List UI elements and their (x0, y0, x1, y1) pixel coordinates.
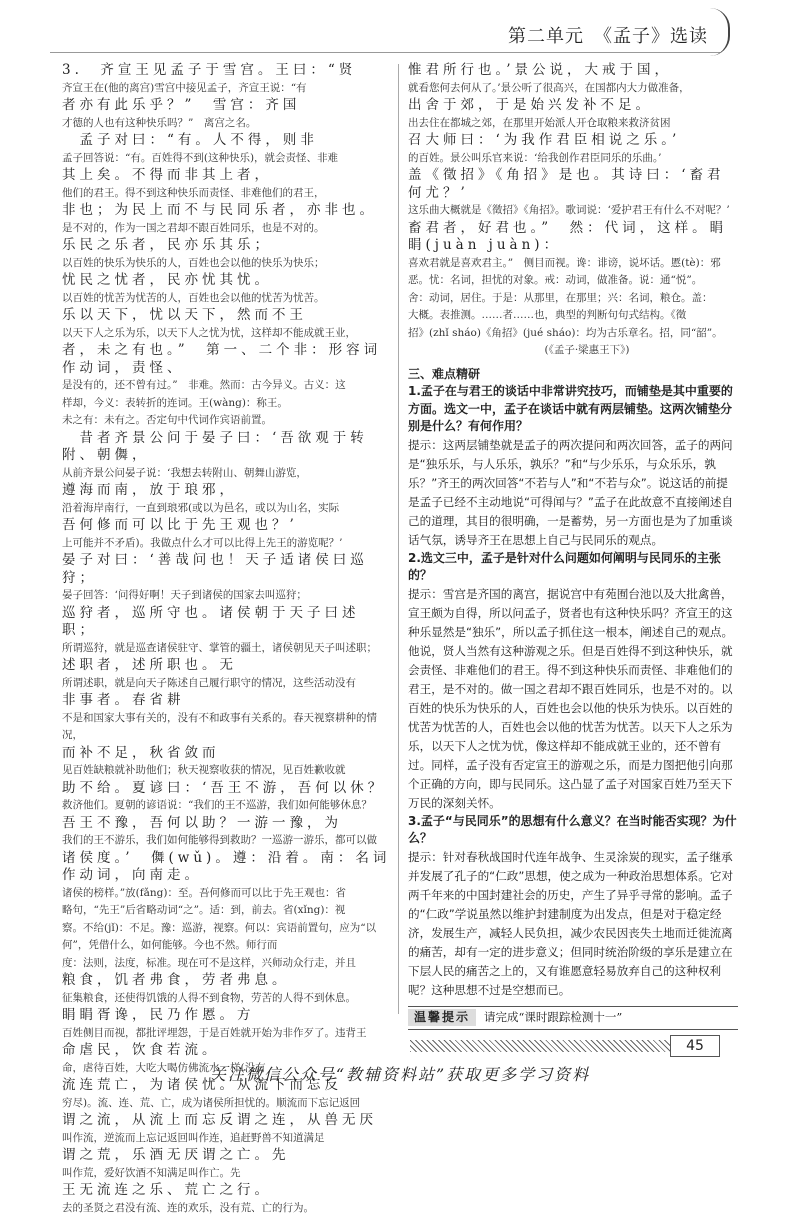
answer-text: 提示：雪宫是齐国的离宫，据说宫中有苑囿台池以及大批禽兽，宣王颇为自得，所以问孟子，贤者也有这种快乐吗？齐宣王的这种乐显然是“独乐”，所以孟子抓住这一根本，阐述自己的观点。他说，贤人当然有这种游观之乐。但是百姓得不到这种快乐，就会责怪、非难他们的君王。得不到这种快乐而责怪、非难他们的君王，是不对的。做一国之君却不跟百姓同乐，也是不对的。以百姓的快乐为快乐的人，百姓也会以他的快乐为快乐。以百姓的忧苦为忧苦的人，百姓也会以他的忧苦为忧苦。以天下人之乐为乐，以天下人之忧为忧，像这样却不能成就王业的，还不曾有过。同样，孟子没有否定宣王的游观之乐，而是力图把他引向那个正确的方向，即与民同乐。这凸显了孟子对国家百姓乃至天下万民的深刻关怀。 (408, 585, 738, 813)
text-line: 从前齐景公问晏子说：‘我想去转附山、朝舞山游览， (62, 465, 392, 483)
text-line: 以天下人之乐为乐，以天下人之忧为忧，这样却不能成就王业， (62, 325, 392, 343)
text-line: 粮食，饥者弗食，劳者弗息。 (62, 972, 392, 990)
text-line: 巡狩者，巡所守也。诸侯朝于天子曰述职； (62, 605, 392, 640)
answer-text: 提示：这两层铺垫就是孟子的两次提问和两次回答，孟子的两问是“独乐乐，与人乐乐，孰乐？”和“与少乐乐，与众乐乐，孰乐？”齐王的两次回答“不若与人”和“不若与众”。说这话的前提是孟子已经不主动地说“可得闻与？”孟子在此故意不直接阐述自己的道理，其目的很明确，一是蓄势，另一方面也是为了加重谈话气氛，诱导齐王在思想上自己与民同乐的观点。 (408, 436, 738, 550)
right-column (408, 62, 738, 1017)
text-line: 非事者。春省耕 (62, 692, 392, 710)
text-line: 是没有的，还不曾有过。” 非难。然而：古今异义。古义：这 (62, 377, 392, 395)
text-line: 晏子回答：‘问得好啊！天子到诸侯的国家去叫巡狩； (62, 587, 392, 605)
text-line: 不是和国家大事有关的，没有不和政事有关系的。春天视察耕种的情况， (62, 710, 392, 745)
text-line: 穷尽)。流、连、荒、亡，成为诸侯所担忧的。顺流而下忘记返回 (62, 1095, 392, 1113)
text-line: 乐民之乐者，民亦乐其乐； (62, 237, 392, 255)
text-line: 而补不足，秋省敛而 (62, 745, 392, 763)
text-line: 何”，凭借什么，如何能够。今也不然。师行而 (62, 937, 392, 955)
text-line: 救济他们。夏朝的谚语说：“我们的王不巡游，我们如何能够休息？ (62, 797, 392, 815)
question-list (408, 383, 738, 1000)
text-line: 召大师曰：‘为我作君臣相说之乐。’ (408, 132, 738, 150)
text-line: 就看您何去何从了。’景公听了很高兴，在国都内大力做准备， (408, 80, 738, 98)
text-line: 未之有：未有之。否定句中代词作宾语前置。 (62, 412, 392, 430)
text-line: 乐以天下，忧以天下，然而不王 (62, 307, 392, 325)
text-line: 流连荒亡，为诸侯忧。从流下而忘反 (62, 1077, 392, 1095)
text-line: 去的圣贤之君没有流、连的欢乐，没有荒、亡的行为。 (62, 1200, 392, 1217)
text-line: 吾何修而可以比于先王观也？’ (62, 517, 392, 535)
text-line: 者，未之有也。” 第一、二个非：形容词作动词，责怪、 (62, 342, 392, 377)
text-line: 百姓侧目而视，都批评埋怨，于是百姓就开始为非作歹了。违背王 (62, 1025, 392, 1043)
text-line: 助不给。夏谚曰：‘吾王不游，吾何以休？ (62, 780, 392, 798)
text-line: 度：法则，法度，标准。现在可不是这样，兴师动众行走，并且 (62, 955, 392, 973)
footer-note: 关注微信公众号“教辅资料站”获取更多学习资料 (0, 1062, 800, 1085)
question-heading: 1.孟子在与君王的谈话中非常讲究技巧，而铺垫是其中重要的方面。选文一中，孟子在谈话中就有两层铺垫。这两次铺垫分别是什么？有何作用？ (408, 383, 738, 436)
text-line: 吾王不豫，吾何以助？一游一豫，为 (62, 815, 392, 833)
text-line: 恶。忧：名词，担忧的对象。戒：动词，做准备。说：通“悦”。 (408, 272, 738, 290)
page-number: 45 (670, 1035, 720, 1057)
column-divider (398, 64, 399, 1014)
text-line: 其上矣。不得而非其上者， (62, 167, 392, 185)
section-title: 三、难点精研 (408, 366, 738, 384)
stripe-ornament (410, 1040, 670, 1052)
text-line: 者亦有此乐乎？” 雪宫：齐国 (62, 97, 392, 115)
text-line: 惟君所行也。’景公说，大戒于国， (408, 62, 738, 80)
text-line: 谓之荒，乐酒无厌谓之亡。先 (62, 1147, 392, 1165)
text-line: 王无流连之乐、荒亡之行。 (62, 1182, 392, 1200)
text-line: 招》(zhǐ sháo)《角招》(jué sháo)：均为古乐章名。招，同“韶”。 (408, 325, 738, 343)
text-line: 叫作流，逆流而上忘记返回叫作连，追赶野兽不知道满足 (62, 1130, 392, 1148)
text-line: 睊睊胥谗，民乃作慝。方 (62, 1007, 392, 1025)
unit-title: 第二单元 《孟子》选读 (508, 22, 708, 48)
text-line: 命虐民，饮食若流。 (62, 1042, 392, 1060)
text-line: 昔者齐景公问于晏子曰：‘吾欲观于转附、朝儛， (62, 430, 392, 465)
text-line: 察。不给(jǐ)：不足。豫：巡游，视察。何以：宾语前置句，应为“以 (62, 920, 392, 938)
text-line: 诸侯度。’ 儛(wǔ)。遵：沿着。南：名词作动词，向南走。 (62, 850, 392, 885)
text-line: 命，虐待百姓，大吃大喝仿佛流水一样(没有 (62, 1060, 392, 1078)
text-line: 述职者，述所职也。无 (62, 657, 392, 675)
text-line: 诸侯的榜样。”放(fǎng)：至。吾何修而可以比于先王观也：省 (62, 885, 392, 903)
header-curve-ornament (710, 8, 730, 56)
tip-tag: 温馨提示 (408, 1009, 476, 1027)
text-line: 所谓述职，就是向天子陈述自己履行职守的情况，这些活动没有 (62, 675, 392, 693)
text-line: 孟子回答说：“有。百姓得不到(这种快乐)，就会责怪、非难 (62, 150, 392, 168)
text-line: 是不对的，作为一国之君却不跟百姓同乐，也是不对的。 (62, 220, 392, 238)
text-line: 上可能并不矛盾)。我做点什么才可以比得上先王的游览呢？’ (62, 535, 392, 553)
text-line: 以百姓的快乐为快乐的人，百姓也会以他的快乐为快乐； (62, 255, 392, 273)
right-text-block (408, 62, 738, 360)
text-line: 见百姓缺粮就补助他们；秋天视察收获的情况，见百姓歉收就 (62, 762, 392, 780)
text-line: 畜君者，好君也。” 然：代词，这样。睊睊(juàn juàn)： (408, 220, 738, 255)
question-heading: 3.孟子“与民同乐”的思想有什么意义？在当时能否实现？为什么？ (408, 813, 738, 848)
text-line: 大概。表推测。……者……也，典型的判断句句式结构。《徵 (408, 307, 738, 325)
text-line: 叫作荒，爱好饮酒不知满足叫作亡。先 (62, 1165, 392, 1183)
text-line: 我们的王不游乐，我们如何能够得到救助？一巡游一游乐，都可以做 (62, 832, 392, 850)
text-line: 样却，今义：表转折的连词。王(wàng)：称王。 (62, 395, 392, 413)
question-heading: 2.选文三中，孟子是针对什么问题如何阐明与民同乐的主张的？ (408, 550, 738, 585)
header-rule (50, 52, 720, 53)
text-line: 非也；为民上而不与民同乐者，亦非也。 (62, 202, 392, 220)
text-line: (《孟子·梁惠王下》) (408, 342, 738, 360)
page-footer (0, 1030, 800, 1085)
text-line: 出去住在都城之郊，在那里开始派人开仓取粮来救济贫困 (408, 115, 738, 133)
left-column (62, 62, 392, 1014)
text-line: 喜欢君就是喜欢君主。” 侧目而视。谗：诽谤，说坏话。慝(tè)：邪 (408, 255, 738, 273)
text-line: 才德的人也有这种快乐吗？” 离宫之名。 (62, 115, 392, 133)
text-line: 晏子对曰：‘善哉问也！天子适诸侯曰巡狩； (62, 552, 392, 587)
tip-text: 请完成“课时跟踪检测十一” (476, 1009, 622, 1027)
text-line: 遵海而南，放于琅邪， (62, 482, 392, 500)
text-line: 3. 齐宣王见孟子于雪宫。王曰：“贤 (62, 62, 392, 80)
text-line: 谓之流，从流上而忘反谓之连，从兽无厌 (62, 1112, 392, 1130)
text-line: 孟子对曰：“有。人不得，则非 (62, 132, 392, 150)
text-line: 他们的君王。得不到这种快乐而责怪、非难他们的君王， (62, 185, 392, 203)
text-line: 的百姓。景公叫乐官来说：‘给我创作君臣同乐的乐曲。’ (408, 150, 738, 168)
text-line: 齐宣王在(他的离宫)雪宫中接见孟子，齐宣王说：“有 (62, 80, 392, 98)
text-line: 略句，“先王”后省略动词“之”。适：到，前去。省(xǐng)：视 (62, 902, 392, 920)
text-line: 征集粮食，还使得饥饿的人得不到食物，劳苦的人得不到休息。 (62, 990, 392, 1008)
text-line: 忧民之忧者，民亦忧其忧。 (62, 272, 392, 290)
text-line: 沿着海岸南行，一直到琅邪(或以为邑名，或以为山名，实际 (62, 500, 392, 518)
tip-box (408, 1006, 738, 1030)
text-line: 出舍于郊，于是始兴发补不足。 (408, 97, 738, 115)
text-line: 以百姓的忧苦为忧苦的人，百姓也会以他的忧苦为忧苦。 (62, 290, 392, 308)
text-line: 这乐曲大概就是《徵招》《角招》。歌词说：‘爱护君王有什么不对呢？’ (408, 202, 738, 220)
answer-text: 提示：针对春秋战国时代连年战争、生灵涂炭的现实，孟子继承并发展了孔子的“仁政”思想，使之成为一种政治思想体系。它对两千年来的中国封建社会的历史，产生了异乎寻常的影响。孟子的“仁政”学说虽然以维护封建制度为出发点，但是对于稳定经济，发展生产，减轻人民负担，减少农民因丧失土地而迁徙流离的痛苦，却有一定的进步意义；但同时统治阶级的享乐是建立在下层人民的痛苦之上的，又有谁愿意轻易放弃自己的这种权利呢？这种思想不过是空想而已。 (408, 848, 738, 1000)
text-line: 盖《徵招》《角招》是也。其诗曰：‘畜君何尤？’ (408, 167, 738, 202)
text-line: 所谓巡狩，就是巡查诸侯驻守、掌管的疆土，诸侯朝见天子叫述职； (62, 640, 392, 658)
text-line: 舍：动词，居住。于是：从那里，在那里；兴：名词，粮仓。盖： (408, 290, 738, 308)
